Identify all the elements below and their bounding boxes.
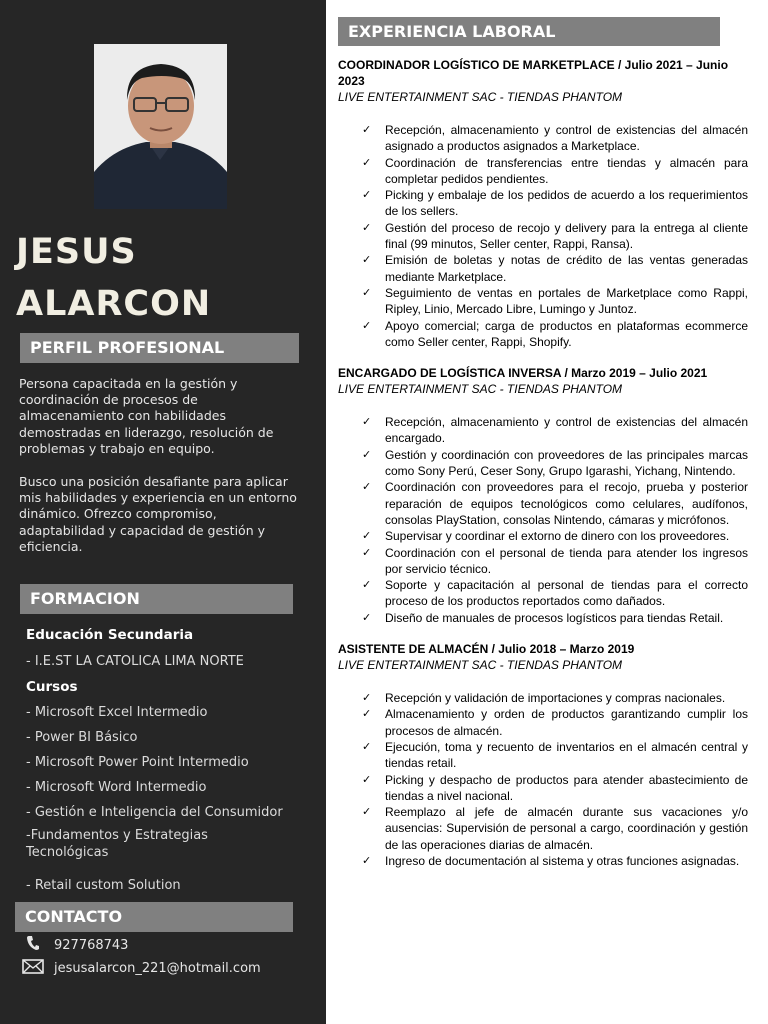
bullet-item: ✓ Recepción y validación de importaciones y compras nacionales. [362, 691, 726, 706]
check-icon: ✓ [362, 481, 372, 494]
experience-section-header: EXPERIENCIA LABORAL [338, 17, 720, 46]
check-icon: ✓ [362, 546, 372, 559]
course-item: - Power BI Básico [26, 730, 138, 745]
course-item: - Microsoft Power Point Intermedio [26, 755, 249, 770]
bullet-item: ✓ Seguimiento de ventas en portales de Marketplace como Rappi, Ripley, Linio, Mercado Libre, Lumingo y Juntoz. [362, 285, 748, 317]
contact-email-row [21, 959, 261, 978]
course-item: - Microsoft Excel Intermedio [26, 705, 208, 720]
bullet-item: ✓ Gestión del proceso de recojo y delivery para la entrega al cliente final (99 minutos, Seller center, Rappi, Ransa). [362, 220, 748, 252]
bullet-item: ✓ Almacenamiento y orden de productos garantizando cumplir los procesos de almacén. [362, 707, 748, 738]
check-icon: ✓ [362, 854, 372, 867]
bullet-item: ✓ Coordinación con proveedores para el recojo, prueba y posterior reparación de equipos tecnológicos como celulares, audífonos, consolas PlayStation, consolas Nintendo, cámaras y micrófonos. [362, 480, 748, 527]
check-icon: ✓ [362, 692, 372, 705]
envelope-icon [21, 959, 45, 978]
profile-photo [94, 44, 227, 209]
courses-label: Cursos [26, 679, 78, 695]
check-icon: ✓ [362, 773, 372, 786]
check-icon: ✓ [362, 286, 372, 299]
check-icon: ✓ [362, 448, 372, 461]
bullet-item: ✓ Soporte y capacitación al personal de tiendas para el correcto proceso de los productos reportados como dañados. [362, 578, 748, 609]
check-icon: ✓ [362, 254, 372, 267]
check-icon: ✓ [362, 611, 372, 624]
phone-icon [21, 935, 45, 955]
experience-column [338, 17, 748, 869]
job-bullets [338, 122, 748, 350]
email-address: jesusalarcon_221@hotmail.com [54, 961, 261, 976]
bullet-item: ✓ Ejecución, toma y recuento de inventarios en el almacén central y tiendas retail. [362, 739, 748, 771]
check-icon: ✓ [362, 579, 372, 592]
bullet-item: ✓ Reemplazo al jefe de almacén durante sus vacaciones y/o ausencias: Supervisión de personal a cargo, coordinación y gestión de las operaciones diarias de almacén. [362, 805, 748, 852]
contact-phone-row [21, 935, 128, 955]
check-icon: ✓ [362, 530, 372, 543]
profile-paragraph-2: Busco una posición desafiante para aplicar mis habilidades y experiencia en un entorno dinámico. Ofrezco compromiso, adaptabilidad y capacidad de gestión y eficiencia. [19, 474, 297, 554]
check-icon: ✓ [362, 189, 372, 202]
bullet-item: ✓ Apoyo comercial; carga de productos en plataformas ecommerce como Seller center, Rappi, Shopify. [362, 318, 748, 349]
contact-section-header: CONTACTO [15, 902, 293, 932]
school-item: - I.E.ST LA CATOLICA LIMA NORTE [26, 654, 244, 669]
course-item: - Gestión e Inteligencia del Consumidor [26, 805, 283, 820]
job-entry [338, 641, 748, 869]
bullet-item: ✓ Recepción, almacenamiento y control de existencias del almacén asignado a productos asignados a Marketplace. [362, 123, 748, 154]
check-icon: ✓ [362, 221, 372, 234]
bullet-item: ✓ Coordinación de transferencias entre tiendas y almacén para completar pedidos pendientes. [362, 155, 748, 186]
last-name: ALARCON [16, 284, 212, 324]
check-icon: ✓ [362, 708, 372, 721]
job-bullets [338, 690, 748, 869]
job-entry [338, 57, 748, 350]
profile-paragraph-1: Persona capacitada en la gestión y coordinación de procesos de almacenamiento con habilidades demostradas en liderazgo, resolución de problemas y trabajo en equipo. [19, 376, 274, 456]
job-company: LIVE ENTERTAINMENT SAC - TIENDAS PHANTOM [338, 90, 623, 104]
bullet-item: ✓ Coordinación con el personal de tienda para atender los ingresos por servicio técnico. [362, 545, 748, 576]
bullet-item: ✓ Supervisar y coordinar el extorno de dinero con los proveedores. [362, 529, 730, 544]
check-icon: ✓ [362, 319, 372, 332]
course-item: -Fundamentos y Estrategias [26, 828, 208, 843]
check-icon: ✓ [362, 806, 372, 819]
course-item: - Retail custom Solution [26, 878, 181, 893]
bullet-item: ✓ Recepción, almacenamiento y control de existencias del almacén encargado. [362, 415, 748, 446]
course-item: - Microsoft Word Intermedio [26, 780, 207, 795]
job-entry [338, 365, 748, 626]
course-item-continuation: Tecnológicas [26, 845, 109, 860]
bullet-item: ✓ Picking y embalaje de los pedidos de acuerdo a los requerimientos de los sellers. [362, 188, 748, 219]
sidebar [0, 0, 326, 1024]
check-icon: ✓ [362, 156, 372, 169]
check-icon: ✓ [362, 740, 372, 753]
secondary-education-label: Educación Secundaria [26, 627, 194, 643]
check-icon: ✓ [362, 124, 372, 136]
job-company: LIVE ENTERTAINMENT SAC - TIENDAS PHANTOM [338, 382, 623, 397]
job-title: ASISTENTE DE ALMACÉN / Julio 2018 – Marzo 2019 [338, 642, 635, 657]
bullet-item: ✓ Ingreso de documentación al sistema y otras funciones asignadas. [362, 853, 740, 868]
education-section-header: FORMACION [20, 584, 293, 614]
check-icon: ✓ [362, 416, 372, 429]
bullet-item: ✓ Emisión de boletas y notas de crédito de las ventas generadas mediante Marketplace. [362, 253, 748, 284]
first-name: JESUS [16, 232, 137, 272]
bullet-item: ✓ Picking y despacho de productos para atender abastecimiento de tiendas a nivel nacional. [362, 772, 748, 803]
bullet-item: ✓ Diseño de manuales de procesos logísticos para tiendas Retail. [362, 610, 724, 625]
job-company: LIVE ENTERTAINMENT SAC - TIENDAS PHANTOM [338, 658, 623, 673]
profile-section-header: PERFIL PROFESIONAL [20, 333, 299, 363]
job-bullets [338, 414, 748, 626]
job-title: ENCARGADO DE LOGÍSTICA INVERSA / Marzo 2019 – Julio 2021 [338, 366, 708, 381]
job-title: COORDINADOR LOGÍSTICO DE MARKETPLACE / Julio 2021 – Junio 2023 [338, 58, 729, 88]
bullet-item: ✓ Gestión y coordinación con proveedores de las principales marcas como Sony Perú, Ceser Sony, Grupo Igarashi, Yichang, Nintendo. [362, 447, 748, 479]
phone-number: 927768743 [54, 937, 129, 953]
